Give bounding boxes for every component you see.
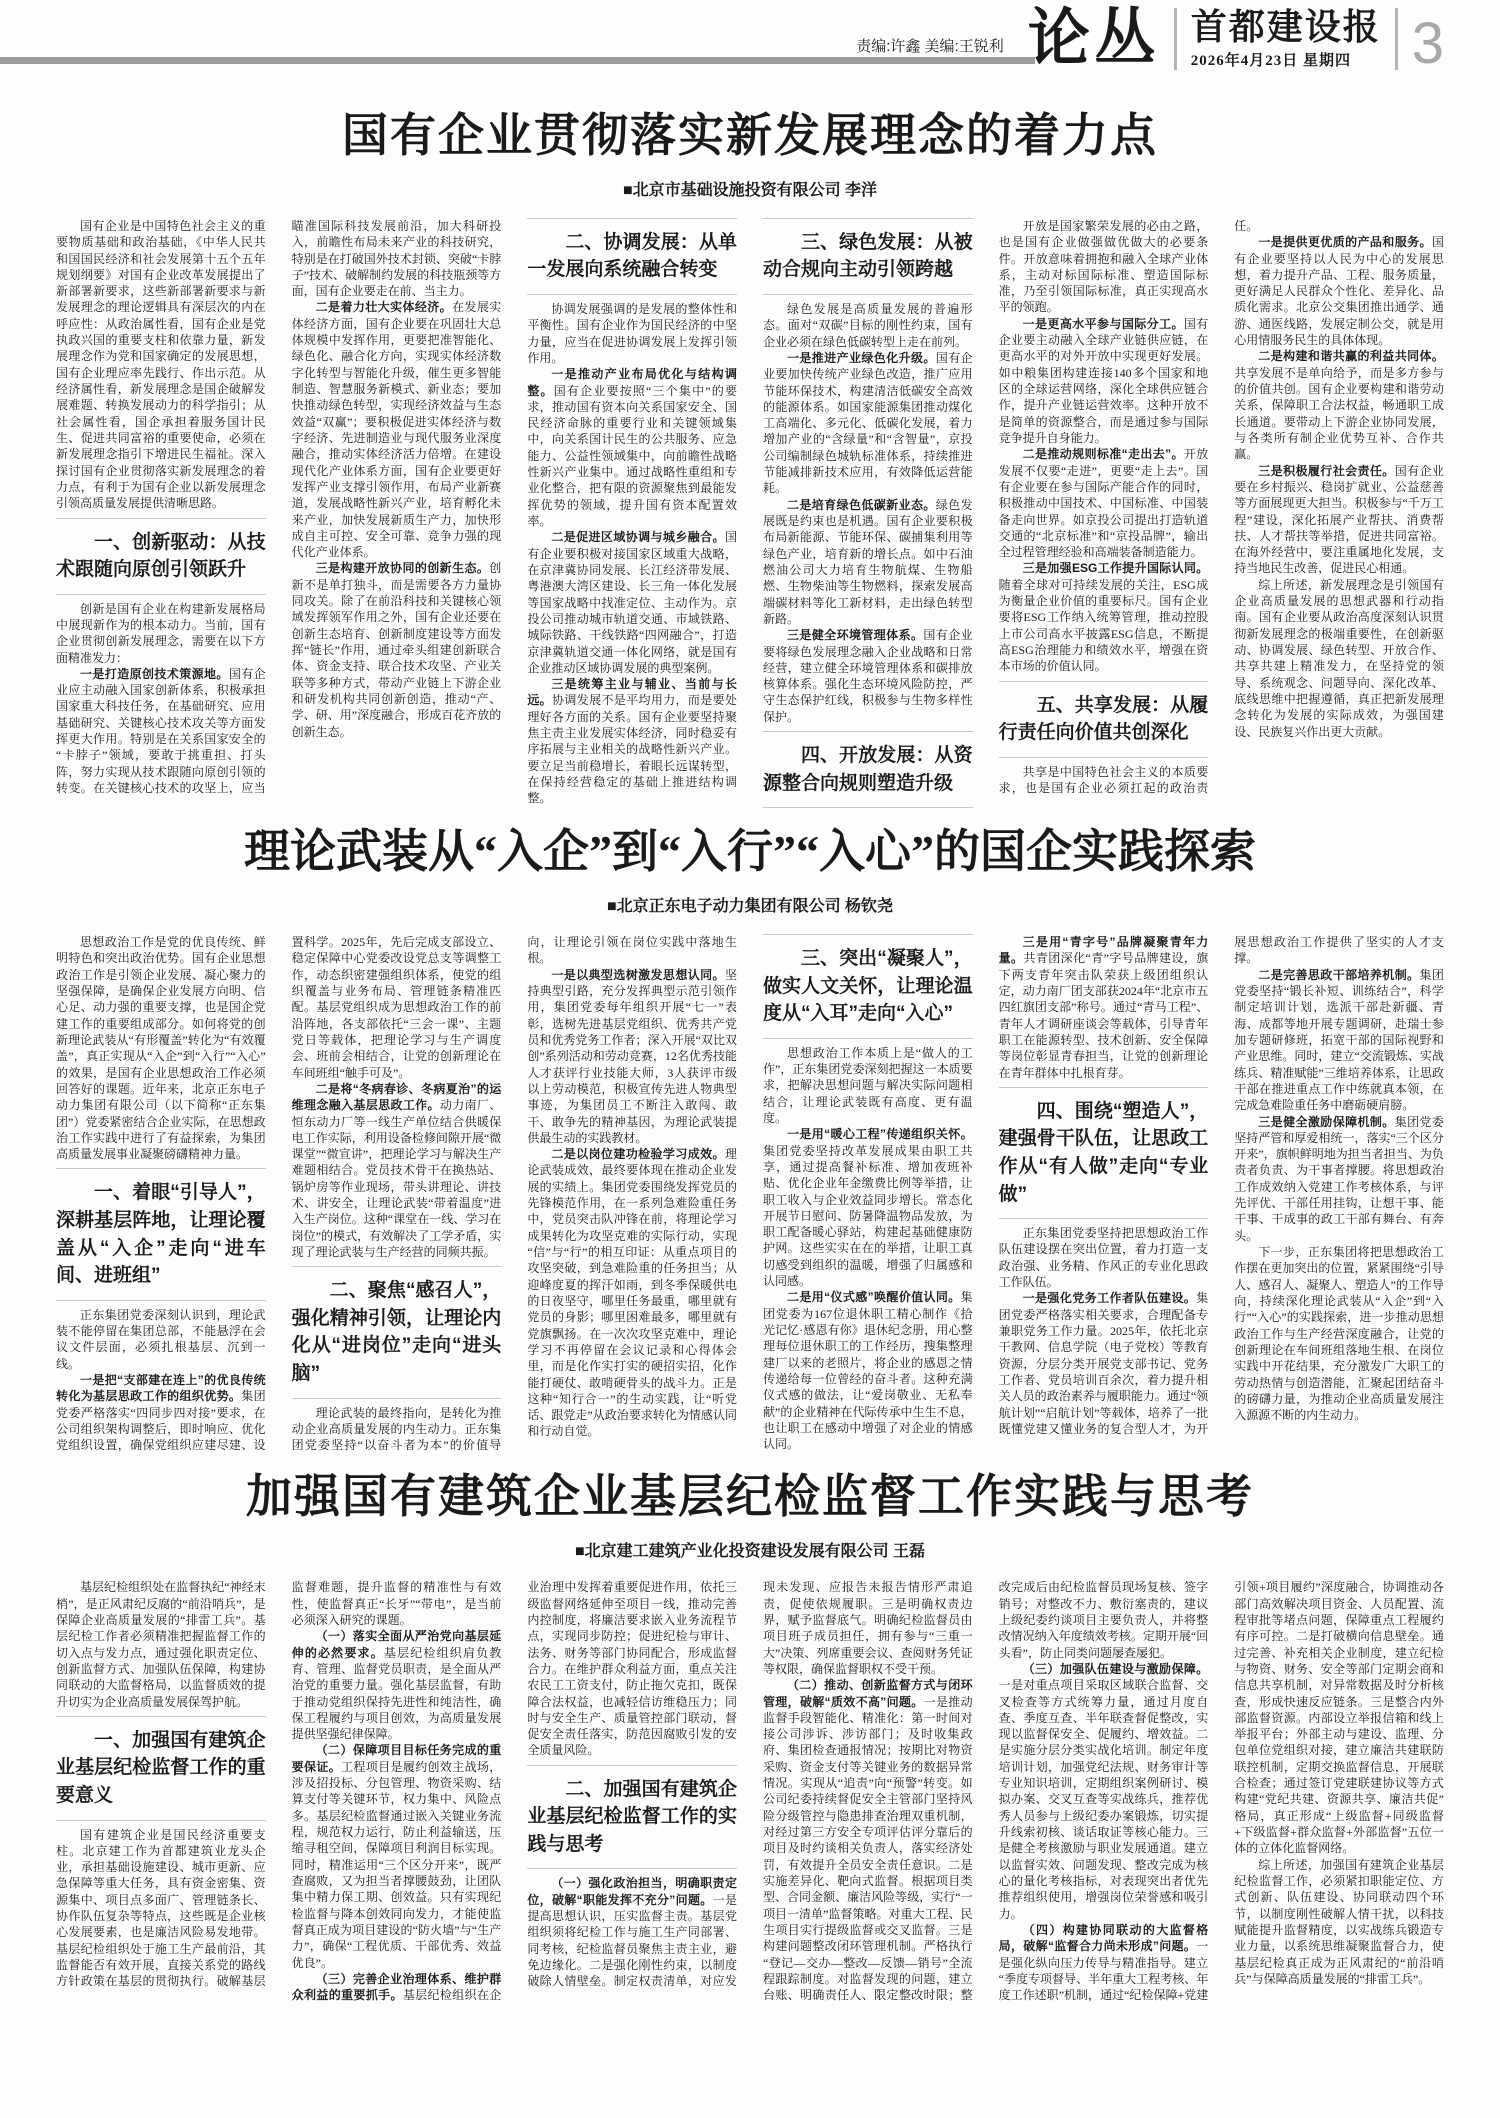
date-line: 2026年4月23日 星期四 bbox=[1190, 53, 1351, 69]
article-body bbox=[56, 1579, 1444, 2003]
paragraph-lead: 一是以典型选树激发思想认同。 bbox=[551, 967, 725, 982]
section-heading: 四、围绕“塑造人”，建强骨干队伍，让思政工作从“有人做”走向“专业做” bbox=[999, 1087, 1209, 1219]
page-header bbox=[56, 0, 1444, 92]
paragraph: 二是推动规则标准“走出去”。开放发展不仅要“走进”，更要“走上去”。国有企业要在参与国际产能合作的同时，积极推动中国技术、中国标准、中国装备走向世界。如京投公司提出打造轨道交通的“北京标准”和“京投品牌”，输出全过程管理经验和高端装备制造能力。 bbox=[998, 447, 1209, 560]
paragraph: 开放是国家繁荣发展的必由之路，也是国有企业做强做优做大的必要条件。开放意味着拥抱和融入全球产业体系，主动对标国际标准、塑造国际标准，乃至引领国际标准，真正实现高水平的领跑。 bbox=[998, 218, 1209, 315]
paragraph: 一是更高水平参与国际分工。国有企业要主动融入全球产业链供应链，在更高水平的对外开放中实现更好发展。如中粮集团构建连接140多个国家和地区的全球运营网络，深化全球供应链合作，提升产业链运营效率。这种开放不是简单的资源整合，而是通过参与国际竞争提升自身能力。 bbox=[998, 316, 1209, 445]
paragraph: 综上所述，新发展理念是引领国有企业高质量发展的思想武器和行动指南。国有企业要从政治高度深刻认识贯彻新发展理念的极端重要性，在创新驱动、协调发展、绿色转型、开放合作、共享共建上精准发力，在坚持党的领导、系统观念、问题导向、深化改革、底线思维中把握遵循，真正把新发展理念转化为发展的实际成效，为强国建设、民族复兴作出更大贡献。 bbox=[1234, 577, 1444, 739]
article-body bbox=[56, 934, 1444, 1453]
paragraph: 共享是中国特色社会主义的本质要求，也是国有企业必须扛起的政治责任。 bbox=[998, 218, 1259, 796]
paragraph-lead: 一是推进产业绿色化升级。 bbox=[786, 350, 936, 365]
article-soe-development-concepts bbox=[56, 110, 1444, 808]
paragraph: 三是健全环境管理体系。国有企业要将绿色发展理念融入企业战略和日常经营，建立健全环境管理体系和碳排放核算体系。强化生态环境风险防控，严守生态保护红线，积极参与生物多样性保护。 bbox=[762, 628, 973, 724]
paragraph: 思想政治工作是党的优良传统、鲜明特色和突出政治优势。国有企业思想政治工作是引领企业发展、凝心聚力的坚强保障，是确保企业发展方向明、信心足、动力强的重要支撑，也是国企党建工作的重要组成部分。如何将党的创新理论武装从“有形覆盖”转化为“有效覆盖”，真正实现从“入企”到“入行”“入心”的效果，是国有企业思想政治工作必须回答好的课题。近年来，北京正东电子动力集团有限公司（以下简称“正东集团”）党委紧密结合企业实际，在思想政治工作实践中进行了有益探索，为集团高质量发展事业凝聚磅礴精神力量。 bbox=[56, 935, 266, 1162]
section-heading: 二、协调发展：从单一发展向系统融合转变 bbox=[527, 218, 737, 295]
paragraph-lead: （一）落实全面从严治党向基层延伸的必然要求。 bbox=[291, 1629, 502, 1660]
paragraph: 二是着力壮大实体经济。在发展实体经济方面，国有企业要在巩固壮大总体规模中发挥作用，更要把准智能化、绿色化、融合化方向，实现实体经济数字化转型与智能化升级，催生更多智能制造、智慧服务新模式、新业态；要加快推动绿色转型，实现经济效益与生态效益“双赢”；要积极促进实体经济与数字经济、先进制造业与现代服务业深度融合，推动实体经济活力倍增。在建设现代化产业体系方面，国有企业要更好发挥产业支撑引领作用，布局产业新赛道，发展战略性新兴产业，培育孵化未来产业，加快发展新质生产力，加快形成自主可控、安全可靠、竞争力强的现代化产业体系。 bbox=[291, 300, 502, 560]
section-heading: 三、绿色发展：从被动合规向主动引领跨越 bbox=[763, 218, 973, 295]
section-heading: 二、加强国有建筑企业基层纪检监督工作的实践与思考 bbox=[527, 1765, 737, 1870]
paragraph: （三）完善企业治理体系、维护群众利益的重要抓手。基层纪检组织在企业治理中发挥着重要促进作用，依托三级监督网络延伸至项目一线，推动完善内控制度，将廉洁要求嵌入业务流程节点，实现同步防控；促进纪检与审计、法务、财务等部门协同配合，形成监督合力。在维护群众利益方面，重点关注农民工工资支付，防止拖欠克扣，既保障合法权益，也减轻信访维稳压力；同时与安全生产、质量管控部门联动，督促安全责任落实，防范因腐败引发的安全质量风险。 bbox=[291, 1580, 737, 2003]
paragraph: 一是把“支部建在连上”的优良传统转化为基层思政工作的组织优势。集团党委严格落实“四同步四对接”要求，在公司组织架构调整后，即时响应、优化党组织设置，确保党组织应建尽建、设置科学。2025年，先后完成支部设立、稳定保障中心党委改设党总支等调整工作，动态织密建强组织体系，使党的组织覆盖与业务布局、管理链条精准匹配。基层党组织成为思想政治工作的前沿阵地，各支部依托“三会一课”、主题党日等载体，把理论学习与生产调度会、班前会相结合，让党的创新理论在车间班组“触手可及”。 bbox=[56, 935, 502, 1453]
divider bbox=[1174, 8, 1177, 70]
paper-name: 首都建设报 bbox=[1190, 6, 1381, 47]
paragraph-lead: 二是用“仪式感”唤醒价值认同。 bbox=[786, 1290, 961, 1305]
paragraph: 二是将“冬病春诊、冬病夏治”的运维理念融入基层思政工作。动力南厂、恒东动力厂等一线生产单位结合供暖保电工作实际，利用设备检修间隙开展“微课堂”“微宣讲”，把理论学习与解决生产难题相结合。党员技术骨干在换热站、锅炉房等作业现场，带头讲理论、讲技术、讲安全，让理论武装“带着温度”进入生产岗位。这种“课堂在一线、学习在岗位”的模式，有效解决了工学矛盾，实现了理论武装与生产经营的同频共振。 bbox=[291, 1081, 502, 1260]
paragraph: （二）保障项目目标任务完成的重要保证。工程项目是履约创效主战场，涉及招投标、分包管理、物资采购、结算支付等关键环节，权力集中、风险点多。基层纪检监督通过嵌入关键业务流程，规范权力运行，防止利益输送，压缩寻租空间，保障项目利润目标实现。同时，精准运用“三个区分开来”，既严查腐败，又为担当者撑腰鼓劲，让团队集中精力保工期、创效益。只有实现纪检监督与降本创效同向发力，才能使监督真正成为项目建设的“防火墙”与“生产力”，确保“工程优质、干部优秀、效益优良”。 bbox=[291, 1743, 502, 1970]
paragraph-lead: 一是打造原创技术策源地。 bbox=[80, 666, 229, 681]
paragraph: 一是强化党务工作者队伍建设。集团党委严格落实相关要求，合理配备专兼职党务工作力量。2025年，依托北京干教网、信息学院（电子党校）等教育资源，分层分类开展党支部书记、党务工作者、党员培训百余次，着力提升相关人员的政治素养与履职能力。通过“领航计划”“启航计划”等载体，培养了一批既懂党建又懂业务的复合型人才，为开展思想政治工作提供了坚实的人才支撑。 bbox=[998, 935, 1444, 1436]
paragraph: 二是构建和谐共赢的利益共同体。共享发展不是单向给予，而是多方参与的价值共创。国有企业要构建和谐劳动关系，保障职工合法权益，畅通职工成长通道。要带动上下游企业协同发展，与各类所有制企业优势互补、合作共赢。 bbox=[1234, 349, 1444, 462]
paragraph-lead: 一是更高水平参与国际分工。 bbox=[1022, 316, 1184, 331]
divider bbox=[1395, 8, 1398, 70]
article-byline: ■北京建工建筑产业化投资建设发展有限公司 王磊 bbox=[574, 1543, 926, 1561]
paragraph-lead: 三是加强ESG工作提升国际认同。 bbox=[1022, 561, 1209, 576]
section-heading: 三、突出“凝聚人”，做实人文关怀，让理论温度从“入耳”走向“入心” bbox=[763, 934, 973, 1039]
paragraph: 一是用“暖心工程”传递组织关怀。集团党委坚持改革发展成果由职工共享，通过提高餐补标准、增加夜班补贴、优化企业年金缴费比例等举措，让职工收入与企业效益同步增长。常态化开展节日慰问、防暑降温物品发放，为职工配备暖心驿站，构建起基础健康防护网。这些实实在在的举措，让职工真切感受到组织的温暖，增强了归属感和认同感。 bbox=[762, 1127, 973, 1289]
article-theory-armament-practice bbox=[56, 826, 1444, 1453]
paragraph-lead: （四）构建协同联动的大监督格局，破解“监督合力尚未形成”问题。 bbox=[998, 1922, 1209, 1954]
paragraph: 三是积极履行社会责任。国有企业要在乡村振兴、稳岗扩就业、公益慈善等方面展现更大担当。积极参与“千万工程”建设，深化拓展产业帮扶、消费帮扶、人才帮扶等举措，促进共同富裕。在海外经营中，要注重属地化发展，支持当地民生改善，促进民心相通。 bbox=[1234, 463, 1444, 576]
paragraph: 三是用“青字号”品牌凝聚青年力量。共青团深化“青”字号品牌建设，旗下两支青年突击队荣获上级团组织认定，动力南厂团支部获2024年“北京市五四红旗团支部”称号。通过“青马工程”、青年人才调研座谈会等载体，引导青年职工在能源转型、技术创新、安全保障等岗位彰显青春担当，让党的创新理论在青年群体中扎根育芽。 bbox=[998, 935, 1209, 1080]
section-heading: 一、加强国有建筑企业基层纪检监督工作的重要意义 bbox=[56, 1716, 266, 1821]
paragraph: （三）加强队伍建设与激励保障。一是对重点项目采取区域联合监督、交叉检查等方式统筹力量，通过月度自查、季度互查、半年联查督促整改，实现以监督保安全、促履约、增效益。二是实施分层分类实战化培训。制定年度培训计划，加强党纪法规、财务审计等专业知识培训，定期组织案例研讨、模拟办案、交叉互查等实战练兵，推荐优秀人员参与上级纪委办案锻炼，切实提升线索初核、谈话取证等核心能力。三是健全考核激励与职业发展通道。建立以监督实效、问题发现、整改完成为核心的量化考核指标，对表现突出者优先推荐组织使用，增强岗位荣誉感和吸引力。 bbox=[998, 1661, 1209, 1921]
paragraph-lead: 一是把“支部建在连上”的优良传统转化为基层思政工作的组织优势。 bbox=[56, 1372, 266, 1404]
paragraph: 三是统筹主业与辅业、当前与长远。协调发展不是平均用力，而是要处理好各方面的关系。国有企业要坚持聚焦主责主业发展实体经济，同时稳妥有序拓展与主业相关的战略性新兴产业。要立足当前稳增长，着眼长远谋转型，在保持经营稳定的基础上推进结构调整。 bbox=[527, 677, 737, 806]
paragraph-lead: 三是用“青字号”品牌凝聚青年力量。 bbox=[998, 935, 1209, 966]
paragraph: 二是培育绿色低碳新业态。绿色发展既是约束也是机遇。国有企业要积极布局新能源、节能环保、碳捕集利用等绿色产业，培育新的增长点。如中石油燃油公司大力培育生物航煤、生物船燃、生物柴油等生物燃料，探索发展高端碳材料等化工新材料，走出绿色转型新路。 bbox=[762, 497, 973, 626]
paragraph: 一是打造原创技术策源地。国有企业应主动融入国家创新体系，积极承担国家重大科技任务，在基础研究、应用基础研究、关键核心技术攻关等方面发挥更大作用。特别是在关系国家安全的“卡脖子”领域，要敢于挑重担、打头阵，努力实现从技术跟随向原创引领的转变。在关键核心技术的攻坚上，应当瞄准国际科技发展前沿，加大科研投入，前瞻性布局未来产业的科技研究，特别是在打破国外技术封锁、突破“卡脖子”技术、破解制约发展的科技瓶颈等方面，国有企业要走在前、当主力。 bbox=[56, 218, 502, 796]
paragraph: 一是推进产业绿色化升级。国有企业要加快传统产业绿色改造，推广应用节能环保技术，构建清洁低碳安全高效的能源体系。如国家能源集团推动煤化工高端化、多元化、低碳化发展，着力增加产业的“含绿量”和“含智量”，京投公司编制绿色城轨标准体系，持续推进节能减排新技术应用，有效降低运营能耗。 bbox=[762, 350, 973, 496]
paragraph: 绿色发展是高质量发展的普遍形态。面对“双碳”目标的刚性约束，国有企业必须在绿色低碳转型上走在前列。 bbox=[762, 301, 973, 349]
article-discipline-inspection bbox=[56, 1471, 1444, 2003]
paragraph: 三是健全激励保障机制。集团党委坚持严管和厚爱相统一，落实“三个区分开来”，旗帜鲜明地为担当者担当、为负责者负责、为干事者撑腰。将思想政治工作成效纳入党建工作考核体系，与评先评优、干部任用挂钩，让想干事、能干事、干成事的政工干部有舞台、有奔头。 bbox=[1234, 1114, 1444, 1243]
paragraph-lead: 二是完善思政干部培养机制。 bbox=[1258, 967, 1420, 982]
paragraph-lead: 二是培育绿色低碳新业态。 bbox=[786, 497, 936, 512]
article-title: 加强国有建筑企业基层纪检监督工作实践与思考 bbox=[246, 1471, 1254, 1523]
article-body bbox=[56, 218, 1444, 808]
paragraph: 一是提供更优质的产品和服务。国有企业要坚持以人民为中心的发展思想，着力提升产品、工程、服务质量，更好满足人民群众个性化、差异化、品质化需求。北京公交集团推出通学、通游、通医线路，发展定制公交，就是用心用情服务民生的具体体现。 bbox=[1234, 235, 1444, 348]
page-number: 3 bbox=[1411, 10, 1444, 76]
paragraph-lead: （三）完善企业治理体系、维护群众利益的重要抓手。 bbox=[291, 1971, 502, 2003]
paragraph-lead: 一是提供更优质的产品和服务。 bbox=[1258, 235, 1432, 250]
section-heading: 五、共享发展：从履行责任向价值共创深化 bbox=[999, 681, 1209, 758]
paragraph-lead: 二是推动规则标准“走出去”。 bbox=[1022, 447, 1184, 462]
paragraph: 二是完善思政干部培养机制。集团党委坚持“锻长补短、训练结合”，科学制定培训计划，选派干部赴新疆、青海、成都等地开展专题调研，赴瑞士参加专题研修班，拓宽干部的国际视野和产业思维。同时，建立“交流锻炼、实战练兵、精准赋能”三维培养体系，让思政干部在推进重点工作中练就真本领，在完成急难险重任务中磨砺硬肩膀。 bbox=[1234, 967, 1444, 1113]
paragraph: 理论武装的最终指向，是转化为推动企业高质量发展的内生动力。正东集团党委坚持“以奋斗者为本”的价值导向，让理论引领在岗位实践中落地生根。 bbox=[291, 935, 737, 1453]
paragraph: 协调发展强调的是发展的整体性和平衡性。国有企业作为国民经济的中坚力量，应当在促进协调发展上发挥引领作用。 bbox=[527, 301, 737, 365]
editors-credit: 责编:许鑫 美编:王锐利 bbox=[856, 38, 1004, 55]
section-heading: 二、聚焦“感召人”，强化精神引领，让理论内化从“进岗位”走向“进头脑” bbox=[292, 1266, 502, 1398]
paragraph-lead: 三是统筹主业与辅业、当前与长远。 bbox=[527, 677, 737, 708]
paragraph: 思想政治工作本质上是“做人的工作”，正东集团党委深刻把握这一本质要求，把解决思想问题与解决实际问题相结合，让理论武装既有高度、更有温度。 bbox=[762, 1045, 973, 1125]
section-heading: 一、着眼“引导人”，深耕基层阵地，让理论覆盖从“入企”走向“进车间、进班组” bbox=[56, 1168, 266, 1300]
paragraph: 下一步，正东集团将把思想政治工作摆在更加突出的位置，紧紧围绕“引导人、感召人、凝聚人、塑造人”的工作导向，持续深化理论武装从“入企”到“入行”“入心”的实践探索，进一步推动思想政治工作与生产经营深度融合，让党的创新理论在车间班组落地生根、在岗位实践中开花结果，充分激发广大职工的劳动热情与创造潜能，汇聚起团结奋斗的磅礴力量，为推动企业高质量发展注入源源不断的内生动力。 bbox=[1234, 1245, 1444, 1423]
article-title: 国有企业贯彻落实新发展理念的着力点 bbox=[342, 110, 1158, 161]
paragraph: 国有建筑企业是国民经济重要支柱。北京建工作为首都建筑业龙头企业，承担基础设施建设、城市更新、应急保障等重大任务，具有资金密集、资源集中、项目点多面广、管理链条长、协作队伍复杂等特点，这些既是企业核心发展要素，也是廉洁风险易发地带。基层纪检组织处于施工生产最前沿，其监督能否有效开展，直接关系党的路线方针政策在基层的贯彻执行。破解基层监督难题，提升监督的精准性与有效性，使监督真正“长牙”“带电”，是当前必须深入研究的课题。 bbox=[56, 1580, 502, 1989]
paragraph-lead: 一是用“暖心工程”传递组织关怀。 bbox=[786, 1127, 973, 1142]
paragraph-lead: 二是将“冬病春诊、冬病夏治”的运维理念融入基层思政工作。 bbox=[291, 1081, 502, 1113]
paragraph-lead: （一）强化政治担当，明确职责定位，破解“职能发挥不充分”问题。 bbox=[527, 1876, 737, 1907]
paragraph: 一是以典型选树激发思想认同。坚持典型引路，充分发挥典型示范引领作用，集团党委每年组织开展“七一”表彰，选树先进基层党组织、优秀共产党员和优秀党务工作者；深入开展“双比双创”系列活动和劳动竞赛，12名优秀技能人才获评行业技能大师，3人获评市级以上劳动模范，积极宣传先进人物典型事迹，为集团员工不断注入敢闯、敢干、敢争先的精神基因，为理论武装提供最生动的实践教材。 bbox=[527, 967, 737, 1145]
paragraph-lead: 一是推动产业布局优化与结构调整。 bbox=[527, 367, 737, 398]
paragraph: 综上所述，加强国有建筑企业基层纪检监督工作，必须紧扣职能定位、方式创新、队伍建设、协同联动四个环节，以制度刚性破解人情干扰，以科技赋能提升监督精度，以实战练兵锻造专业力量，以系统思维凝聚监督合力，使基层纪检真正成为正风肃纪的“前沿哨兵”与保障高质量发展的“排雷工兵”。 bbox=[1234, 1857, 1444, 1986]
paragraph: 三是加强ESG工作提升国际认同。随着全球对可持续发展的关注，ESG成为衡量企业价值的重要标尺。国有企业要将ESG工作纳入统筹管理，推动控股上市公司高水平披露ESG信息，不断提高ESG治理能力和绩效水平，增强在资本市场的价值认同。 bbox=[998, 561, 1209, 674]
paragraph: 二是用“仪式感”唤醒价值认同。集团党委为167位退休职工精心制作《拾光记忆·感恩有你》退休纪念册，用心整理每位退休职工的工作经历，搜集整理建厂以来的老照片，将企业的感恩之情传递给每一位曾经的奋斗者。这种充满仪式感的做法，让“爱岗敬业、无私奉献”的企业精神在代际传承中生生不息，也让职工在感动中增强了对企业的情感认同。 bbox=[762, 1290, 973, 1452]
paragraph: 三是构建开放协同的创新生态。创新不是单打独斗，而是需要各方力量协同攻关。除了在前沿科技和关键核心领域发挥领军作用之外，国有企业还要在创新生态培育、创新制度建设等方面发挥“链长”作用，通过牵头组建创新联合体、资金支持、联合技术攻坚、产业关联等多种方式，带动产业链上下游企业和研发机构共同创新创造，推动“产、学、研、用”深度融合，形成百花齐放的创新生态。 bbox=[291, 561, 502, 739]
masthead-block bbox=[856, 5, 1444, 76]
paragraph-lead: （二）推动、创新监督方式与闭环管理，破解“质效不高”问题。 bbox=[762, 1678, 973, 1709]
paragraph-lead: 三是健全环境管理体系。 bbox=[786, 628, 924, 643]
article-title: 理论武装从“入企”到“入行”“入心”的国企实践探索 bbox=[244, 826, 1256, 878]
paragraph: 国有企业是中国特色社会主义的重要物质基础和政治基础，《中华人民共和国国民经济和社会发展第十五个五年规划纲要》对国有企业改革发展提出了新部署新要求，这些新部署新要求与新发展理念的理论逻辑具有深层次的内在呼应性：从政治属性看，国有企业是党执政兴国的重要支柱和依靠力量，新发展理念作为党和国家确定的发展思想，国有企业理应率先践行、作出示范。从经济属性看，新发展理念是国企破解发展难题、转换发展动力的科学指引；从社会属性看，国企承担着服务国计民生、促进共同富裕的重要使命，必须在新发展理念指引下增进民生福祉。深入探讨国有企业贯彻落实新发展理念的着力点，有利于为国有企业以新发展理念引领高质量发展提供清晰思路。 bbox=[56, 218, 266, 511]
section-heading: 四、开放发展：从资源整合向规则塑造升级 bbox=[763, 731, 973, 808]
paragraph: （一）强化政治担当，明确职责定位，破解“职能发挥不充分”问题。一是提高思想认识，压实监督主责。基层党组织须将纪检工作与施工生产同部署、同考核，纪检监督员聚焦主责主业，避免边缘化。二是强化刚性约束，以制度破除人情壁垒。制定权责清单，对应发现未发现、应报告未报告情形严肃追责，促使依规履职。三是明确权责边界，赋予监督底气。明确纪检监督员由项目班子成员担任，拥有参与“三重一大”决策、列席重要会议、查阅财务凭证等权限，确保监督职权不受干预。 bbox=[527, 1580, 973, 1989]
paragraph: 创新是国有企业在构建新发展格局中展现新作为的根本动力。当前，国有企业贯彻创新发展理念，需要在以下方面精准发力： bbox=[56, 601, 266, 665]
section-heading: 一、创新驱动：从技术跟随向原创引领跃升 bbox=[56, 518, 266, 595]
paragraph-lead: 二是促进区域协调与城乡融合。 bbox=[551, 530, 725, 545]
paragraph-lead: 二是着力壮大实体经济。 bbox=[315, 300, 453, 315]
paragraph: 基层纪检组织处在监督执纪“神经末梢”，是正风肃纪反腐的“前沿哨兵”，是保障企业高质量发展的“排雷工兵”。基层纪检工作者必须精准把握监督工作的切入点与发力点，通过强化职责定位、创新监督方式、加强队伍保障，构建协同联动的大监督格局，以监督质效的提升切实为企业高质量发展保驾护航。 bbox=[56, 1580, 266, 1709]
paragraph-lead: 一是强化党务工作者队伍建设。 bbox=[1022, 1291, 1197, 1306]
section-masthead: 论丛 bbox=[1027, 5, 1160, 73]
paragraph-lead: 三是积极履行社会责任。 bbox=[1258, 463, 1395, 478]
paragraph: （四）构建协同联动的大监督格局，破解“监督合力尚未形成”问题。一是强化纵向压力传导与精准指导。建立“季度专项督导、半年重大工程考核、年度工作述职”机制，通过“纪检保障+党建引领+项目履约”深度融合，协调推动各部门高效解决项目资金、人员配置、流程审批等堵点问题，保障重点工程履约有序可控。二是打破横向信息壁垒。通过完善、补充相关企业制度，建立纪检与物资、财务、安全等部门定期会商和信息共享机制，对异常数据及时分析核查，形成快速反应链条。三是整合内外部监督资源。内部设立举报信箱和线上举报平台；外部主动与建设、监理、分包单位党组织对接，建立廉洁共建联防联控机制，定期交换监督信息，开展联合检查；通过签订党建联建协议等方式构建“党纪共建、资源共享、廉洁共促”格局，真正形成“上级监督+同级监督+下级监督+群众监督+外部监督”五位一体的立体化监督网络。 bbox=[998, 1580, 1444, 2003]
paragraph: 正东集团党委深刻认识到，理论武装不能停留在集团总部，不能悬浮在会议文件层面，必须扎根基层、沉到一线。 bbox=[56, 1307, 266, 1371]
paragraph: 二是促进区域协调与城乡融合。国有企业要积极对接国家区域重大战略，在京津冀协同发展、长江经济带发展、粤港澳大湾区建设、长三角一体化发展等国家战略中找准定位、主动作为。京投公司推动城市轨道交通、市域铁路、城际铁路、干线铁路“四网融合”，打造京津冀轨道交通一体化网络，就是国有企业推动区域协调发展的典型案例。 bbox=[527, 530, 737, 675]
article-byline: ■北京正东电子动力集团有限公司 杨钦尧 bbox=[606, 898, 894, 916]
paper-name-block bbox=[1190, 6, 1381, 70]
paragraph: 正东集团党委坚持把思想政治工作队伍建设摆在突出位置，着力打造一支政治强、业务精、作风正的专业化思政工作队伍。 bbox=[998, 1226, 1209, 1290]
paragraph-lead: 二是以岗位建功检验学习成效。 bbox=[551, 1147, 725, 1162]
paragraph-lead: 二是构建和谐共赢的利益共同体。 bbox=[1258, 349, 1444, 364]
paragraph: （一）落实全面从严治党向基层延伸的必然要求。基层纪检组织肩负教育、管理、监督党员职责，是全面从严治党的重要力量。强化基层监督，有助于推动党组织保持先进性和纯洁性，确保工程履约与项目创效，为高质量发展提供坚强纪律保障。 bbox=[291, 1629, 502, 1742]
paragraph-lead: 三是健全激励保障机制。 bbox=[1258, 1114, 1395, 1129]
paragraph: 二是以岗位建功检验学习成效。理论武装成效，最终要体现在推动企业发展的实绩上。集团党委围绕发挥党员的先锋模范作用，在一系列急难险重任务中，党员突击队冲锋在前，将理论学习成果转化为攻坚克难的实际行动，实现“信”与“行”的相互印证：从重点项目的攻坚突破，到急难险重的任务担当；从迎峰度夏的挥汗如雨，到冬季保暖供电的日夜坚守，哪里任务最重，哪里就有党员的身影；哪里困难最多，哪里就有党旗飘扬。在一次次攻坚克难中，理论学习不再停留在会议记录和心得体会里，而是化作实打实的硬招实招，化作能打硬仗、敢啃硬骨头的战斗力。正是这种“知行合一”的生动实践，让“听党话、跟党走”从政治要求转化为情感认同和行动自觉。 bbox=[527, 1147, 737, 1439]
article-byline: ■北京市基础设施投资有限公司 李洋 bbox=[622, 181, 878, 199]
paragraph-lead: （二）保障项目目标任务完成的重要保证。 bbox=[291, 1743, 502, 1774]
paragraph-lead: （三）加强队伍建设与激励保障。 bbox=[1022, 1661, 1209, 1676]
paragraph-lead: 三是构建开放协同的创新生态。 bbox=[315, 561, 490, 576]
paragraph: 一是推动产业布局优化与结构调整。国有企业要按照“三个集中”的要求，推动国有资本向关系国家安全、国民经济命脉的重要行业和关键领域集中，向关系国计民生的公共服务、应急能力、公益性领域集中，向前瞻性战略性新兴产业集中。通过战略性重组和专业化整合，把有限的资源聚焦到最能发挥优势的领域，提升国有资本配置效率。 bbox=[527, 367, 737, 529]
paragraph: （二）推动、创新监督方式与闭环管理，破解“质效不高”问题。一是推动监督手段智能化、精准化：第一时间对接公司涉诉、涉访部门；及时收集政府、集团检查通报情况；按期比对物资采购、资金支付等关键业务的数据异常情况。实现从“追责”向“预警”转变。如公司纪委持续督促安全主管部门坚持风险分级管控与隐患排查治理双重机制，对经过第三方安全专项评估评分靠后的项目及时约谈相关负责人，落实经济处罚，有效提升全员安全责任意识。二是实施差异化、靶向式监督。根据项目类型、合同金额、廉洁风险等级，实行“一项目一清单”监督策略。对重大工程、民生项目实行提级监督或交叉监督。三是构建问题整改闭环管理机制。严格执行“登记—交办—整改—反馈—销号”全流程跟踪制度。对监督发现的问题，建立台账、明确责任人、限定整改时限；整改完成后由纪检监督员现场复核、签字销号；对整改不力、敷衍塞责的，建议上级纪委约谈项目主要负责人，并将整改情况纳入年度绩效考核。定期开展“回头看”，防止同类问题屡查屡犯。 bbox=[762, 1580, 1209, 2003]
